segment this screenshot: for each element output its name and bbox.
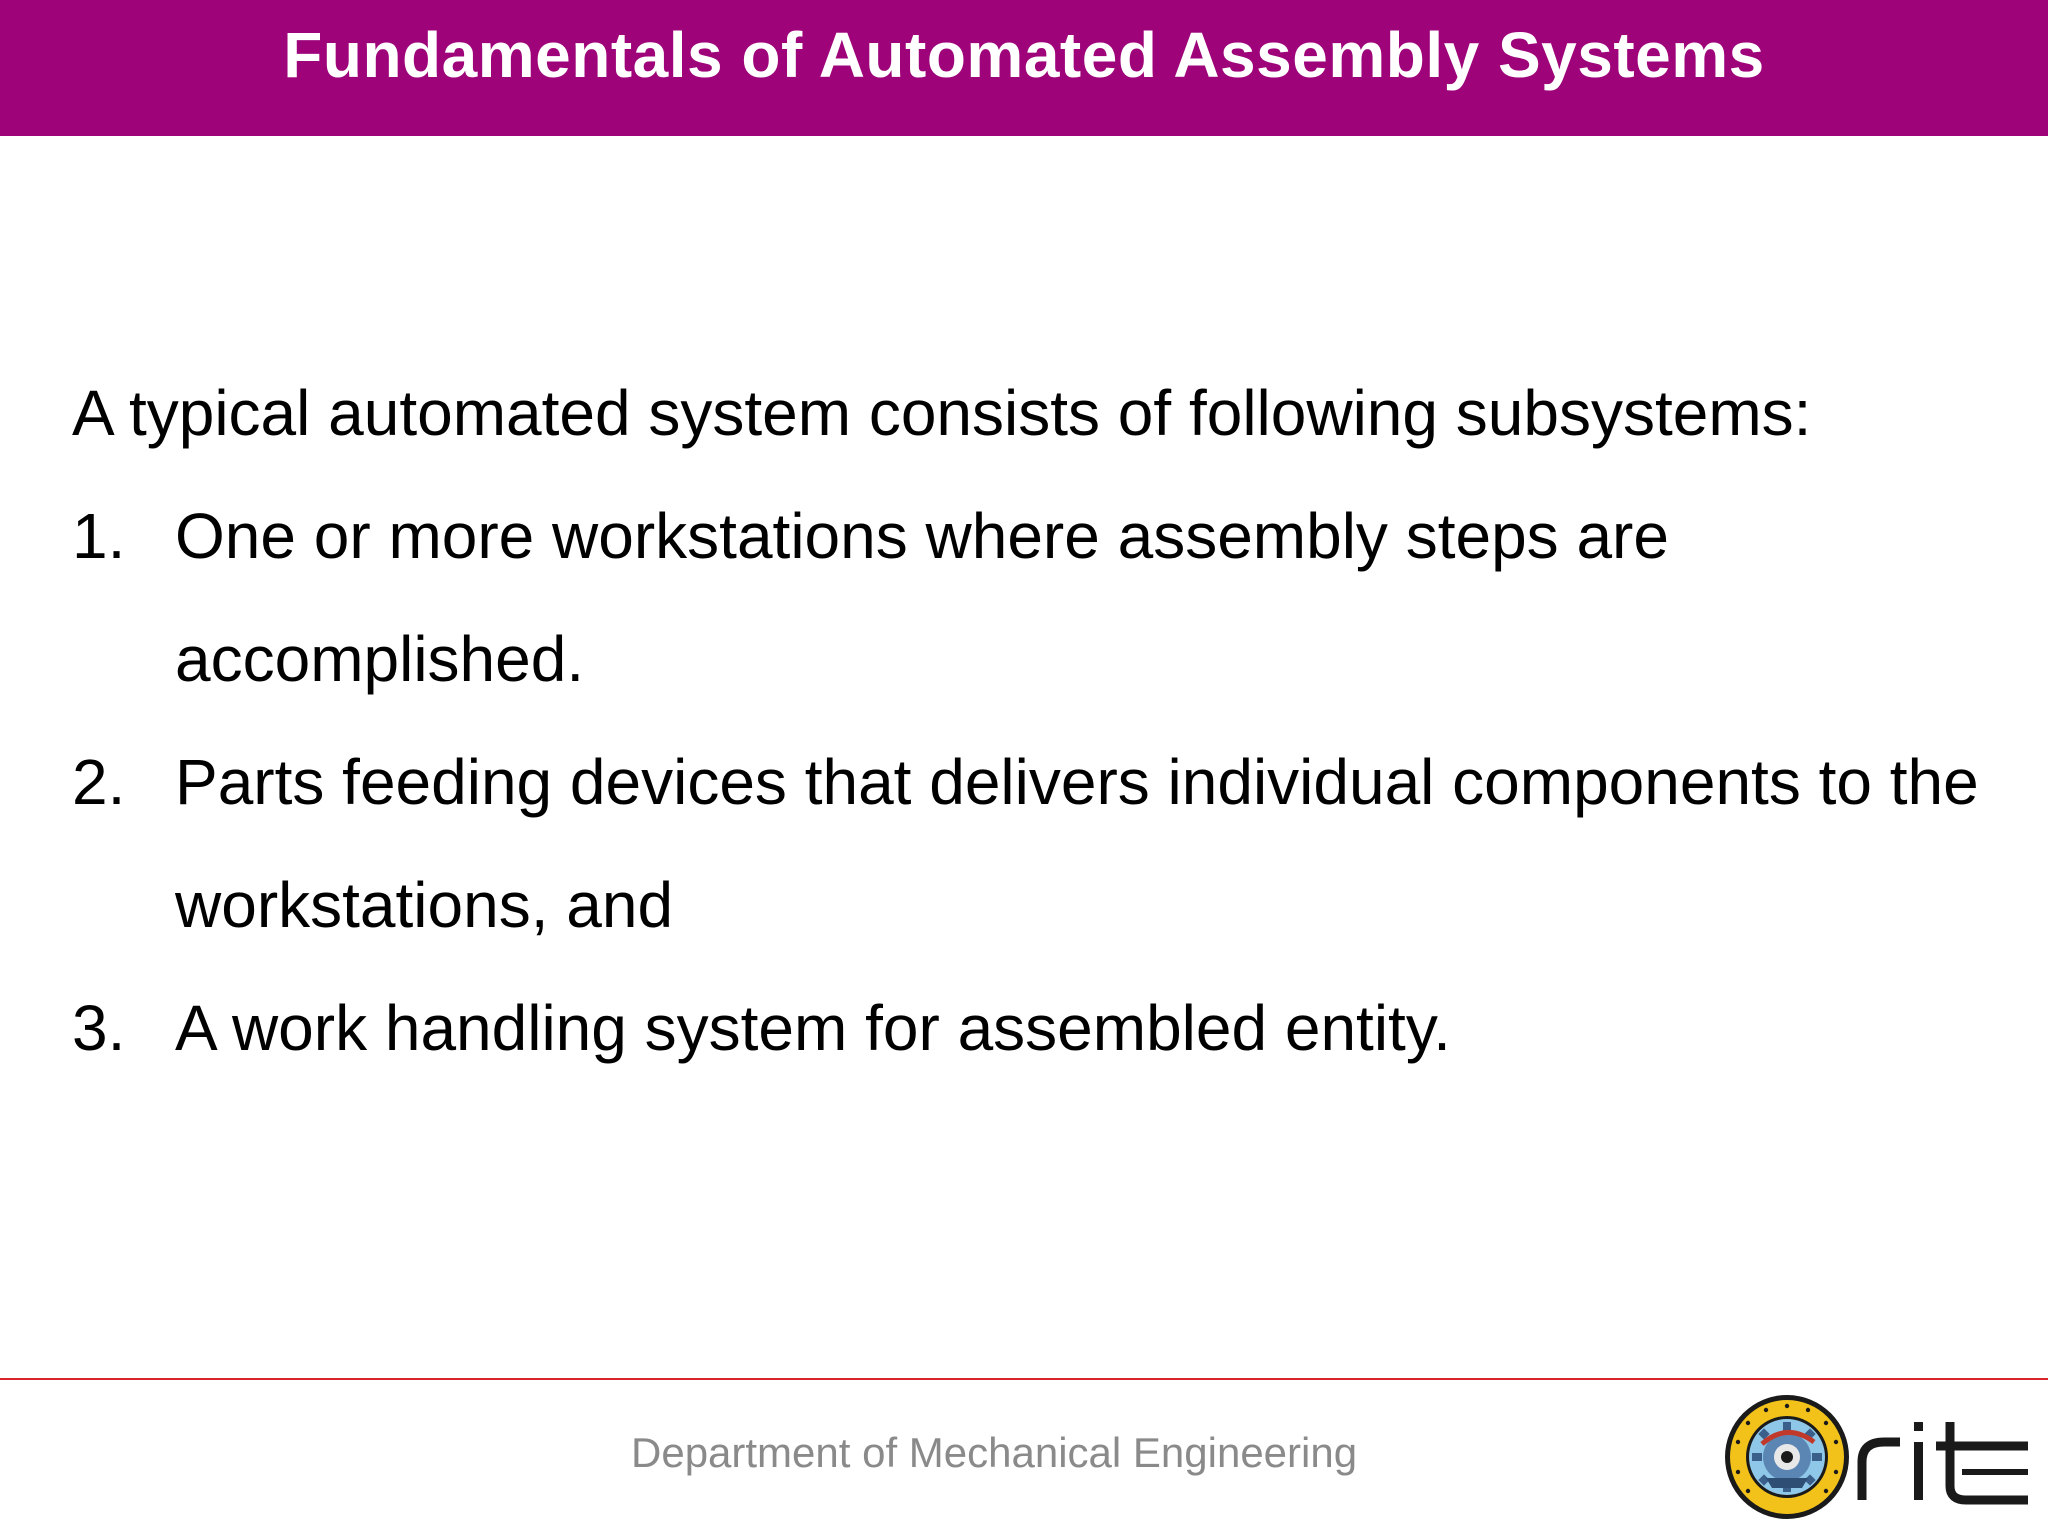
list-item bbox=[72, 967, 2012, 1090]
list-item-text: A work handling system for assembled entity. bbox=[175, 992, 1451, 1064]
emblem-seal bbox=[1725, 1395, 1849, 1519]
department-name: Department of Mechanical Engineering bbox=[631, 1429, 1358, 1476]
list-item-number: 3. bbox=[72, 992, 126, 1064]
title-bar bbox=[0, 0, 2048, 136]
list-item-number: 1. bbox=[72, 500, 126, 572]
list-item-number: 2. bbox=[72, 746, 126, 818]
list-item-text: Parts feeding devices that delivers individual components to the workstations, and bbox=[175, 746, 1979, 941]
slide-title: Fundamentals of Automated Assembly Systems bbox=[283, 19, 1765, 91]
subsystem-list bbox=[72, 475, 2012, 1090]
list-item bbox=[72, 475, 2012, 721]
footer-divider bbox=[0, 1378, 2048, 1380]
list-item-text: One or more workstations where assembly steps are accomplished. bbox=[175, 500, 1669, 695]
intro-text: A typical automated system consists of following subsystems: bbox=[72, 377, 1812, 449]
rit-wordmark bbox=[1862, 1422, 2028, 1500]
list-item bbox=[72, 721, 2012, 967]
rit-institute-logo-icon bbox=[1722, 1392, 2034, 1522]
slide-body bbox=[72, 352, 2012, 1090]
